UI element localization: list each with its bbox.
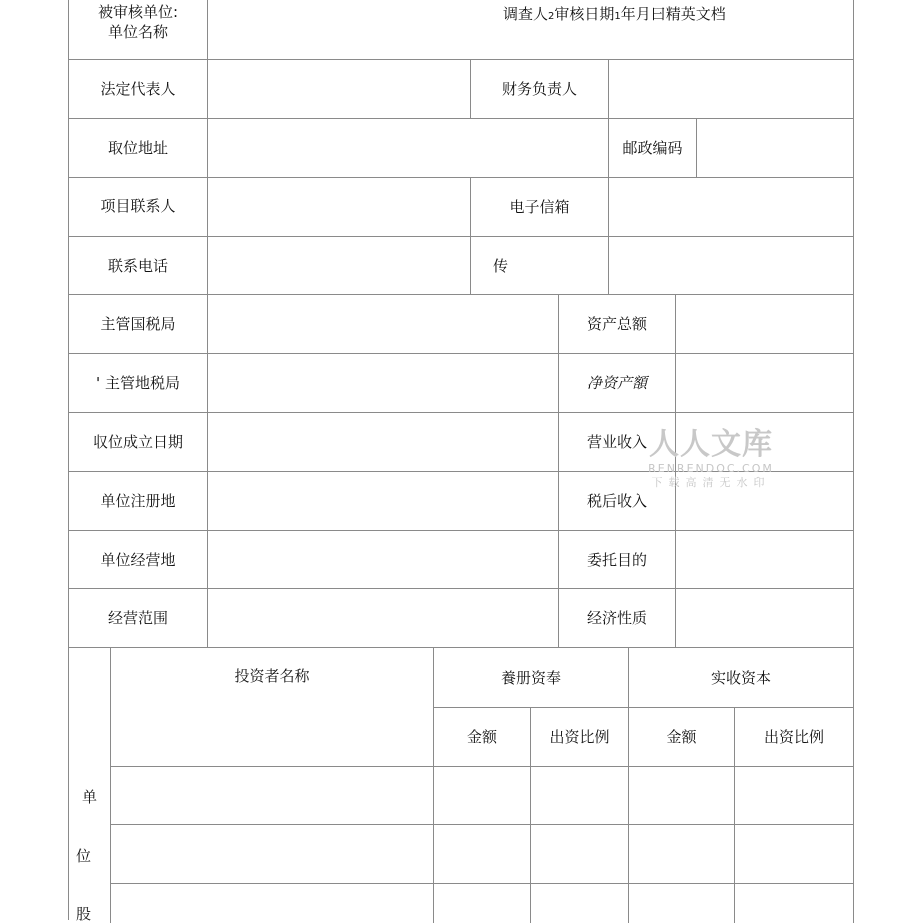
biz-place-field[interactable] <box>207 530 559 589</box>
postcode-field[interactable] <box>696 118 854 178</box>
table-row-1-ratio2[interactable] <box>734 766 854 825</box>
econ-nature-label: 经济性质 <box>558 588 676 648</box>
revenue-label: 营业收入 <box>558 412 676 472</box>
email-label: 电子信箱 <box>470 177 609 237</box>
audited-unit-cell <box>68 0 208 60</box>
fax-label: 传 <box>470 236 609 295</box>
table-row-2-name[interactable] <box>110 824 434 884</box>
table-row-3-amount1[interactable] <box>433 883 531 923</box>
amount-header-2: 金额 <box>628 707 735 767</box>
total-assets-field[interactable] <box>675 294 854 354</box>
net-assets-label: 净资产額 <box>558 353 676 413</box>
net-assets-field[interactable] <box>675 353 854 413</box>
table-row-3-ratio2[interactable] <box>734 883 854 923</box>
after-tax-label: 税后收入 <box>558 471 676 531</box>
table-row-2-ratio1[interactable] <box>530 824 629 884</box>
table-row-1-amount2[interactable] <box>628 766 735 825</box>
investor-name-header: 投资者名称 <box>110 647 434 767</box>
founded-date-field[interactable] <box>207 412 559 472</box>
founded-date-label: 収位成立日期 <box>68 412 208 472</box>
national-tax-field[interactable] <box>207 294 559 354</box>
table-row-1-ratio1[interactable] <box>530 766 629 825</box>
watermark-sub: RENRENDOC.COM <box>648 462 774 475</box>
side-char-2: 位 <box>75 847 91 865</box>
finance-head-field[interactable] <box>608 59 854 119</box>
phone-label: 联系电话 <box>68 236 208 295</box>
postcode-label: 邮政编码 <box>608 118 697 178</box>
table-row-1-amount1[interactable] <box>433 766 531 825</box>
watermark-sub2: 下载高清无水印 <box>651 476 771 489</box>
total-assets-label: 资产总额 <box>558 294 676 354</box>
local-tax-label: ' 主管地税局 <box>68 353 208 413</box>
table-row-2-amount2[interactable] <box>628 824 735 884</box>
contact-person-field[interactable] <box>207 177 471 237</box>
legal-rep-label: 法定代表人 <box>68 59 208 119</box>
unit-name-label: 单位名称 <box>107 23 168 41</box>
national-tax-label: 主管国税局 <box>68 294 208 354</box>
local-tax-field[interactable] <box>207 353 559 413</box>
amount-header-1: 金额 <box>433 707 531 767</box>
address-label: 取位地址 <box>68 118 208 178</box>
registered-capital-header: 養册资奉 <box>433 647 629 708</box>
contact-person-label: 项目联系人 <box>68 177 208 237</box>
watermark-main: 人人文库 <box>649 427 773 462</box>
side-char-1: 单 <box>81 788 97 806</box>
phone-field[interactable] <box>207 236 471 295</box>
table-row-2-ratio2[interactable] <box>734 824 854 884</box>
table-row-3-ratio1[interactable] <box>530 883 629 923</box>
watermark <box>646 428 776 491</box>
scope-field[interactable] <box>207 588 559 648</box>
ratio-header-1: 出资比例 <box>530 707 629 767</box>
paid-capital-header: 实收资本 <box>628 647 854 708</box>
reg-place-field[interactable] <box>207 471 559 531</box>
table-row-1-name[interactable] <box>110 766 434 825</box>
table-row-2-amount1[interactable] <box>433 824 531 884</box>
audited-unit-label: 被审核单位: <box>97 3 179 21</box>
table-row-3-name[interactable] <box>110 883 434 923</box>
email-field[interactable] <box>608 177 854 237</box>
fax-field[interactable] <box>608 236 854 295</box>
purpose-field[interactable] <box>675 530 854 589</box>
side-char-3: 股 <box>75 905 91 923</box>
purpose-label: 委托目的 <box>558 530 676 589</box>
scope-label: 经营范围 <box>68 588 208 648</box>
ratio-header-2: 出资比例 <box>734 707 854 767</box>
legal-rep-field[interactable] <box>207 59 471 119</box>
biz-place-label: 单位经营地 <box>68 530 208 589</box>
finance-head-label: 财务负责人 <box>470 59 609 119</box>
reg-place-label: 单位注册地 <box>68 471 208 531</box>
table-row-3-amount2[interactable] <box>628 883 735 923</box>
page-title: 调查人2审核日期1年月曰精英文档 <box>503 5 726 23</box>
shareholder-side-label <box>68 647 111 923</box>
econ-nature-field[interactable] <box>675 588 854 648</box>
address-field[interactable] <box>207 118 609 178</box>
